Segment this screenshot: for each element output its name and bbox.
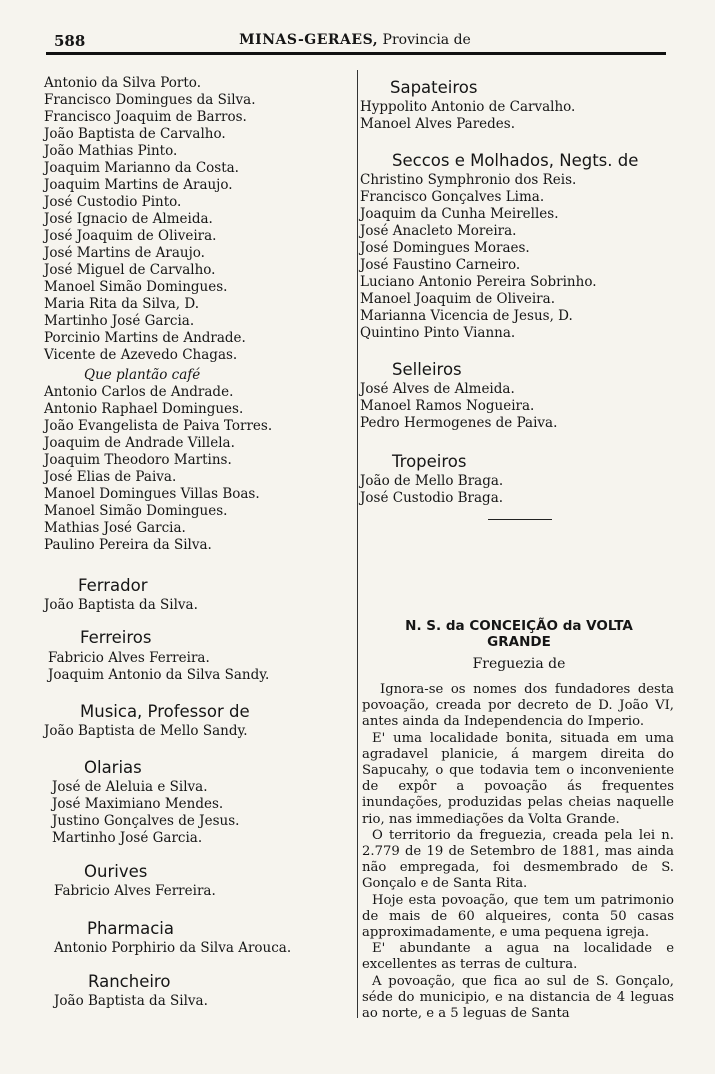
list-item: José Ignacio de Almeida.: [44, 211, 213, 227]
name-list-a: [44, 75, 349, 364]
paragraph: Hoje esta povoação, que tem um patrimonio de mais de 60 alqueires, conta 50 casas approximadamente, e uma pequena igreja.: [362, 892, 674, 941]
section-rancheiro: [88, 972, 170, 992]
section-sapateiros: [390, 78, 478, 98]
list-item: João de Mello Braga.: [360, 473, 504, 489]
section-heading: Selleiros: [392, 360, 462, 379]
list-item: Vicente de Azevedo Chagas.: [44, 347, 238, 363]
column-divider: [357, 70, 358, 1018]
section-heading: Olarias: [84, 758, 142, 777]
section-heading: Ourives: [84, 862, 148, 881]
list-item: João Mathias Pinto.: [44, 143, 178, 159]
section-olarias: [84, 758, 142, 778]
list-item: Antonio Porphirio da Silva Arouca.: [54, 940, 292, 956]
list-item: Fabricio Alves Ferreira.: [54, 883, 216, 899]
list-item: José Custodio Pinto.: [44, 194, 182, 210]
section-heading: Sapateiros: [390, 78, 478, 97]
list-item: Joaquim de Andrade Villela.: [44, 435, 235, 451]
list-item: José Miguel de Carvalho.: [44, 262, 216, 278]
list-item: Maria Rita da Silva, D.: [44, 296, 199, 312]
section-selleiros: [392, 360, 462, 380]
list-item: Martinho José Garcia.: [52, 830, 203, 846]
list-item: João Baptista da Silva.: [54, 993, 208, 1009]
list-item: Manoel Joaquim de Oliveira.: [360, 291, 555, 307]
list-item: Marianna Vicencia de Jesus, D.: [360, 308, 573, 324]
list-item: Manoel Domingues Villas Boas.: [44, 486, 260, 502]
section-heading: Seccos e Molhados, Negts. de: [392, 151, 639, 170]
list-item: Manoel Simão Domingues.: [44, 503, 228, 519]
section-heading: Rancheiro: [88, 972, 171, 991]
list-item: José Custodio Braga.: [360, 490, 504, 506]
list-item: Joaquim Martins de Araujo.: [44, 177, 233, 193]
section-ourives-list: [54, 883, 216, 900]
chapter-title-line-2: GRANDE: [487, 634, 551, 650]
section-seccos-molhados-list: [360, 172, 597, 342]
section-heading: Tropeiros: [392, 452, 467, 471]
chapter-title-line-1: N. S. da CONCEIÇÃO da VOLTA: [405, 618, 633, 634]
list-item: Antonio Carlos de Andrade.: [44, 384, 234, 400]
list-item: Paulino Pereira da Silva.: [44, 537, 212, 553]
chapter-subtitle: [360, 655, 678, 673]
section-subheading: Que plantão café: [84, 367, 201, 383]
chapter-body: [362, 682, 674, 1022]
list-item: Fabricio Alves Ferreira.: [48, 650, 210, 666]
paragraph: O territorio da freguezia, creada pela lei n. 2.779 de 19 de Setembro de 1881, mas ainda não empregada, foi desmembrado de S. Gonçalo e de Santa Rita.: [362, 827, 674, 892]
chapter-subtitle-text: Freguezia de: [472, 656, 566, 672]
section-tropeiros: [392, 452, 467, 472]
list-item: Martinho José Garcia.: [44, 313, 195, 329]
name-list-b: [44, 384, 349, 554]
section-selleiros-list: [360, 381, 557, 432]
list-item: José Faustino Carneiro.: [360, 257, 521, 273]
list-item: Francisco Joaquim de Barros.: [44, 109, 247, 125]
list-item: Porcinio Martins de Andrade.: [44, 330, 246, 346]
list-item: Manoel Alves Paredes.: [360, 116, 516, 132]
list-item: Justino Gonçalves de Jesus.: [52, 813, 240, 829]
list-item: José Anacleto Moreira.: [360, 223, 517, 239]
left-column: [44, 75, 349, 1009]
section-musica: [80, 702, 250, 722]
section-ferrador: [78, 576, 147, 596]
section-pharmacia-list: [54, 940, 291, 957]
section-heading: Pharmacia: [87, 919, 174, 938]
list-item: José Joaquim de Oliveira.: [44, 228, 217, 244]
running-title: [40, 32, 670, 48]
list-item: Antonio Raphael Domingues.: [44, 401, 244, 417]
section-musica-list: [44, 723, 248, 740]
list-item: José Martins de Araujo.: [44, 245, 205, 261]
section-tropeiros-list: [360, 473, 503, 507]
section-ferreiros-list: [48, 650, 269, 684]
list-item: Antonio da Silva Porto.: [44, 75, 201, 91]
section-end-rule: [488, 519, 552, 520]
section-ourives: [84, 862, 147, 882]
paragraph: Ignora-se os nomes dos fundadores desta povoação, creada por decreto de D. João VI, antes ainda da Independencia do Imperio.: [362, 682, 674, 730]
list-item: José Alves de Almeida.: [360, 381, 515, 397]
section-rancheiro-list: [54, 993, 208, 1010]
list-item: Joaquim Marianno da Costa.: [44, 160, 239, 176]
list-item: João Baptista de Mello Sandy.: [44, 723, 248, 739]
list-item: João Baptista da Silva.: [44, 597, 198, 613]
list-item: Manoel Simão Domingues.: [44, 279, 228, 295]
list-item: Hyppolito Antonio de Carvalho.: [360, 99, 576, 115]
section-sapateiros-list: [360, 99, 575, 133]
list-item: Manoel Ramos Nogueira.: [360, 398, 535, 414]
page-number: 588: [54, 32, 86, 50]
list-item: Joaquim da Cunha Meirelles.: [360, 206, 559, 222]
list-item: José Domingues Moraes.: [360, 240, 530, 256]
running-title-suffix: Provincia de: [382, 32, 471, 48]
section-ferreiros: [80, 628, 152, 648]
list-item: Luciano Antonio Pereira Sobrinho.: [360, 274, 597, 290]
list-item: João Baptista de Carvalho.: [44, 126, 226, 142]
list-item: Christino Symphronio dos Reis.: [360, 172, 577, 188]
list-item: Mathias José Garcia.: [44, 520, 186, 536]
section-heading: Ferrador: [78, 576, 148, 595]
section-ferrador-list: [44, 597, 198, 614]
list-item: José de Aleluia e Silva.: [52, 779, 208, 795]
list-item: João Evangelista de Paiva Torres.: [44, 418, 273, 434]
paragraph: A povoação, que fica ao sul de S. Gonçalo, séde do municipio, e na distancia de 4 leguas ao norte, e a 5 leguas de Santa: [362, 973, 674, 1022]
paragraph: E' uma localidade bonita, situada em uma agradavel planicie, á margem direita do Sapucahy, o que todavia tem o inconveniente de expôr a povoação ás frequentes inundações, produzidas pelas cheias naquelle rio, nas immediações da Volta Grande.: [362, 730, 674, 827]
section-heading: Ferreiros: [80, 628, 152, 647]
list-item: Quintino Pinto Vianna.: [360, 325, 516, 341]
section-olarias-list: [52, 779, 239, 847]
list-item: Francisco Domingues da Silva.: [44, 92, 256, 108]
section-heading: Musica, Professor de: [80, 702, 250, 721]
header-rule: [46, 52, 666, 55]
chapter-title: [360, 618, 678, 650]
list-item: Francisco Gonçalves Lima.: [360, 189, 545, 205]
section-pharmacia: [87, 919, 174, 939]
list-item: Pedro Hermogenes de Paiva.: [360, 415, 558, 431]
page-header: [40, 30, 670, 52]
section-seccos-molhados: [392, 151, 638, 171]
list-item: Joaquim Antonio da Silva Sandy.: [48, 667, 270, 683]
list-item: José Elias de Paiva.: [44, 469, 177, 485]
list-item: Joaquim Theodoro Martins.: [44, 452, 232, 468]
paragraph: E' abundante a agua na localidade e excellentes as terras de cultura.: [362, 941, 674, 973]
running-title-province: MINAS-GERAES,: [239, 32, 379, 48]
list-item: José Maximiano Mendes.: [52, 796, 224, 812]
